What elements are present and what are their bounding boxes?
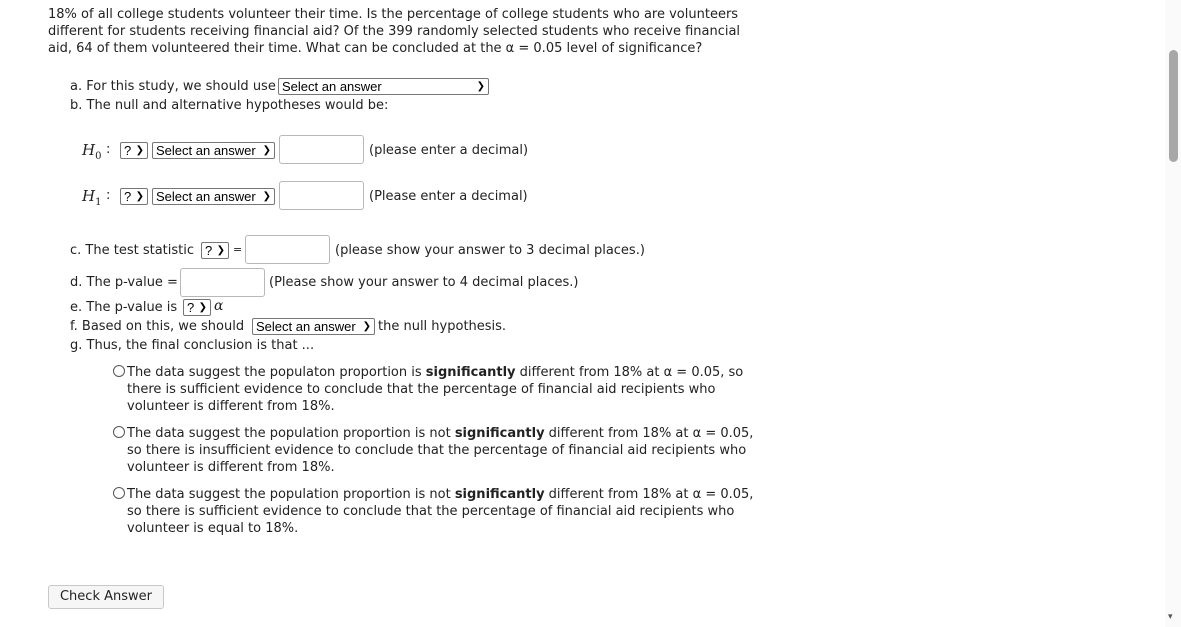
- h1-parameter-value: ?: [124, 189, 132, 204]
- conclusion-option-3: [127, 486, 757, 537]
- chevron-down-icon: ❯: [135, 191, 144, 202]
- h1-relation-value: Select an answer: [156, 189, 256, 204]
- chevron-down-icon: ❯: [262, 191, 271, 202]
- decision-select-value: Select an answer: [256, 319, 356, 334]
- h0-value-input[interactable]: [279, 135, 364, 164]
- conclusion-radio-2[interactable]: [113, 426, 125, 438]
- h1-symbol: $H_1$: [82, 187, 102, 208]
- h0-symbol: $H_0$: [82, 141, 102, 162]
- option-2-text-pre: The data suggest the population proportion is not: [127, 426, 455, 441]
- part-b-label: b. The null and alternative hypotheses would be:: [70, 98, 389, 113]
- check-answer-button[interactable]: Check Answer: [48, 585, 164, 609]
- part-f-suffix: the null hypothesis.: [378, 319, 507, 334]
- p-value-hint: (Please show your answer to 4 decimal places.): [269, 275, 579, 290]
- option-3-text-post: different from 18% at α = 0.05, so there is sufficient evidence to conclude that the percentage of financial aid recipients who volunteer is equal to 18%.: [127, 487, 754, 536]
- equals-sign: =: [233, 243, 243, 256]
- option-3-text-bold: significantly: [454, 487, 545, 502]
- h0-relation-select[interactable]: [152, 142, 275, 159]
- conclusion-radio-1[interactable]: [113, 365, 125, 377]
- chevron-down-icon: ❯: [262, 145, 271, 156]
- problem-statement: 18% of all college students volunteer their time. Is the percentage of college students who are volunteers different for students receiving financial aid? Of the 399 randomly selected students who receive financial aid, 64 of them volunteered their time. What can be concluded at the α = 0.05 level of significance?: [48, 7, 741, 56]
- h1-parameter-select[interactable]: [120, 188, 148, 205]
- option-1-text-pre: The data suggest the populaton proportion is: [127, 365, 426, 380]
- part-g-label: g. Thus, the final conclusion is that ...: [70, 338, 315, 353]
- alpha-symbol: α: [214, 298, 224, 314]
- conclusion-radio-3[interactable]: [113, 487, 125, 499]
- h0-hint: (please enter a decimal): [369, 143, 529, 158]
- part-d-label: d. The p-value =: [70, 275, 178, 290]
- h0-relation-value: Select an answer: [156, 143, 256, 158]
- h1-colon: :: [106, 188, 111, 203]
- option-3-text-pre: The data suggest the population proportion is not: [127, 487, 455, 502]
- part-a-label: a. For this study, we should use: [70, 79, 276, 94]
- scroll-down-arrow-icon[interactable]: ▾: [1168, 612, 1173, 622]
- scrollbar-thumb[interactable]: [1169, 50, 1178, 162]
- chevron-down-icon: ❯: [198, 302, 207, 313]
- p-value-comparison-value: ?: [187, 300, 195, 315]
- option-1-text-post: different from 18% at α = 0.05, so there is sufficient evidence to conclude that the percentage of financial aid recipients who volunteer is different from 18%.: [127, 365, 744, 414]
- chevron-down-icon: ❯: [135, 145, 144, 156]
- h0-parameter-select[interactable]: [120, 142, 148, 159]
- decision-select[interactable]: [252, 318, 375, 335]
- conclusion-option-1: [127, 364, 757, 415]
- h0-colon: :: [106, 142, 111, 157]
- p-value-input[interactable]: [180, 268, 265, 297]
- chevron-down-icon: ❯: [216, 245, 225, 256]
- part-c-label: c. The test statistic: [70, 243, 194, 258]
- test-statistic-select-value: ?: [205, 243, 213, 258]
- option-1-text-bold: significantly: [425, 365, 516, 380]
- study-type-select[interactable]: [278, 78, 489, 95]
- h1-hint: (Please enter a decimal): [369, 189, 528, 204]
- h1-relation-select[interactable]: [152, 188, 275, 205]
- test-statistic-input[interactable]: [245, 235, 330, 264]
- study-type-select-value: Select an answer: [282, 79, 382, 94]
- option-2-text-post: different from 18% at α = 0.05, so there is insufficient evidence to conclude that the percentage of financial aid recipients who volunteer is different from 18%.: [127, 426, 754, 475]
- conclusion-option-2: [127, 425, 757, 476]
- option-2-text-bold: significantly: [454, 426, 545, 441]
- h1-value-input[interactable]: [279, 181, 364, 210]
- test-statistic-hint: (please show your answer to 3 decimal places.): [335, 243, 645, 258]
- chevron-down-icon: ❯: [476, 81, 485, 92]
- part-e-label: e. The p-value is: [70, 300, 178, 315]
- part-f-label: f. Based on this, we should: [70, 319, 245, 334]
- h0-parameter-value: ?: [124, 143, 132, 158]
- p-value-comparison-select[interactable]: [183, 299, 211, 316]
- chevron-down-icon: ❯: [362, 321, 371, 332]
- test-statistic-select[interactable]: [201, 242, 229, 259]
